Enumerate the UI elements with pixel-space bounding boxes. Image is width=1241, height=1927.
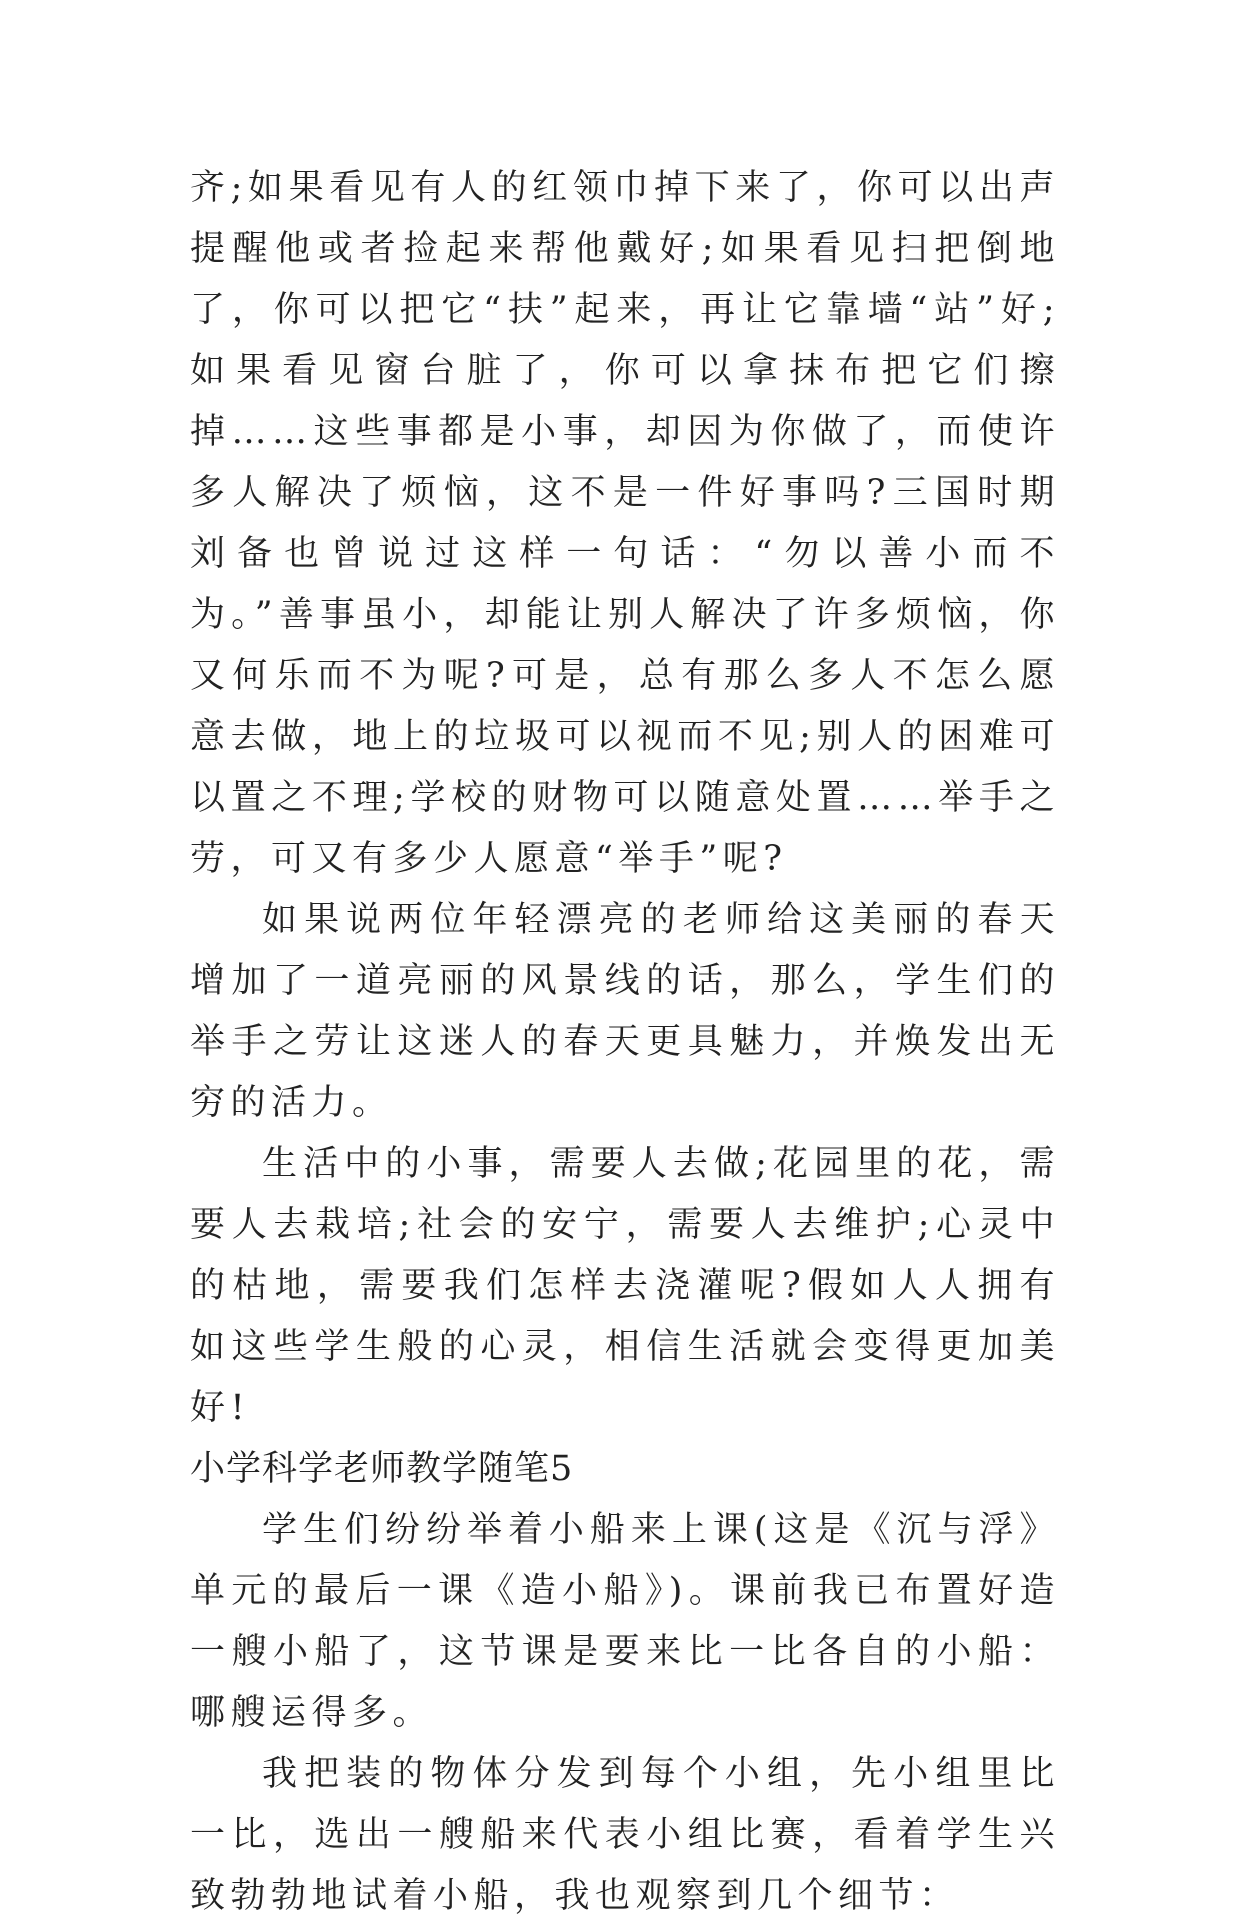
document-body bbox=[190, 158, 1060, 1927]
paragraph-5: 我把装的物体分发到每个小组，先小组里比一比，选出一艘船来代表小组比赛，看着学生兴致勃勃地试着小船，我也观察到几个细节： bbox=[190, 1754, 1060, 1916]
section-heading: 小学科学老师教学随笔5 bbox=[190, 1449, 574, 1489]
paragraph-4: 学生们纷纷举着小船来上课(这是《沉与浮》单元的最后一课《造小船》)。课前我已布置好造一艘小船了，这节课是要来比一比各自的小船：哪艘运得多。 bbox=[190, 1510, 1060, 1733]
paragraph-1: 齐;如果看见有人的红领巾掉下来了，你可以出声提醒他或者捡起来帮他戴好;如果看见扫把倒地了，你可以把它“扶”起来，再让它靠墙“站”好;如果看见窗台脏了，你可以拿抹布把它们擦掉……这些事都是小事，却因为你做了，而使许多人解决了烦恼，这不是一件好事吗?三国时期刘备也曾说过这样一句话：“勿以善小而不为。”善事虽小，却能让别人解决了许多烦恼，你又何乐而不为呢?可是，总有那么多人不怎么愿意去做，地上的垃圾可以视而不见;别人的困难可以置之不理;学校的财物可以随意处置……举手之劳，可又有多少人愿意“举手”呢? bbox=[190, 168, 1060, 879]
paragraph-3: 生活中的小事，需要人去做;花园里的花，需要人去栽培;社会的安宁，需要人去维护;心灵中的枯地，需要我们怎样去浇灌呢?假如人人拥有如这些学生般的心灵，相信生活就会变得更加美好! bbox=[190, 1144, 1060, 1428]
paragraph-2: 如果说两位年轻漂亮的老师给这美丽的春天增加了一道亮丽的风景线的话，那么，学生们的举手之劳让这迷人的春天更具魅力，并焕发出无穷的活力。 bbox=[190, 900, 1060, 1123]
